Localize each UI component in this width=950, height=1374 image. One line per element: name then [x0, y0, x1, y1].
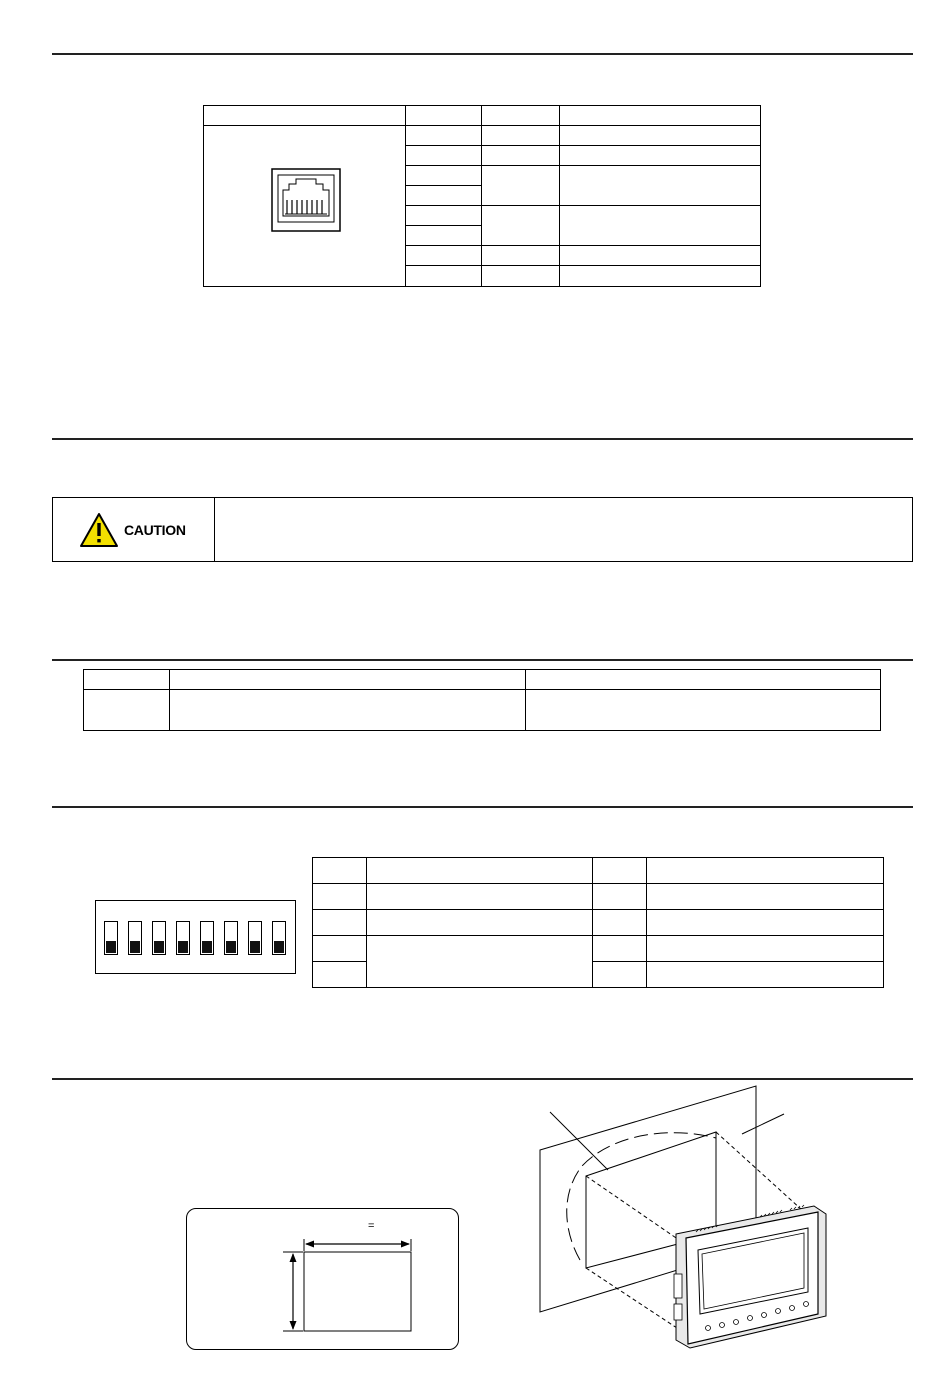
dip-switch-position	[128, 921, 142, 955]
table-cell	[366, 883, 593, 910]
table-cell	[646, 935, 884, 962]
section-rule-2	[52, 438, 913, 440]
pin-cell	[405, 245, 482, 266]
signal-cell	[481, 265, 560, 287]
table-cell	[366, 909, 593, 936]
table-cell	[312, 961, 367, 988]
rj45-port-icon	[271, 168, 341, 232]
table-cell	[525, 689, 881, 731]
table-cell	[83, 689, 170, 731]
description-cell	[559, 145, 761, 166]
table-header-cell	[83, 669, 170, 690]
section-rule-5	[52, 1078, 913, 1080]
table-cell	[312, 909, 367, 936]
section-rule-3	[52, 659, 913, 661]
width-equal-sign: =	[368, 1220, 375, 1232]
pin-cell	[405, 185, 482, 206]
dip-switch-position	[224, 921, 238, 955]
table-cell	[366, 935, 593, 988]
dip-switch-position	[104, 921, 118, 955]
table-cell	[646, 961, 884, 988]
table-cell	[312, 883, 367, 910]
table-header-cell	[592, 857, 647, 884]
caution-box	[52, 497, 913, 562]
table-header-cell	[559, 105, 761, 126]
table-header-cell	[312, 857, 367, 884]
table-header-cell	[481, 105, 560, 126]
signal-cell	[481, 125, 560, 146]
signal-cell	[481, 145, 560, 166]
panel-cutout-inset	[186, 1208, 459, 1350]
section-rule-4	[52, 806, 913, 808]
pin-cell	[405, 125, 482, 146]
dip-switch-position	[152, 921, 166, 955]
pin-cell	[405, 165, 482, 186]
pin-cell	[405, 205, 482, 226]
section-rule-1	[52, 53, 913, 55]
cutout-dimension-drawing	[187, 1209, 457, 1348]
table-cell	[592, 909, 647, 936]
dip-switch-position	[248, 921, 262, 955]
signal-cell	[481, 165, 560, 206]
table-header-cell	[169, 669, 526, 690]
table-cell	[592, 883, 647, 910]
panel-mounting-illustration	[520, 1082, 920, 1372]
caution-label: CAUTION	[124, 522, 186, 538]
dip-switch-position	[200, 921, 214, 955]
table-header-cell	[405, 105, 482, 126]
description-cell	[559, 125, 761, 146]
table-cell	[592, 961, 647, 988]
description-cell	[559, 205, 761, 246]
table-cell	[169, 689, 526, 731]
pin-cell	[405, 265, 482, 287]
dip-switch-position	[176, 921, 190, 955]
description-cell	[559, 165, 761, 206]
description-cell	[559, 245, 761, 266]
signal-cell	[481, 205, 560, 246]
table-cell	[312, 935, 367, 962]
table-header-cell	[525, 669, 881, 690]
table-header-cell	[646, 857, 884, 884]
signal-cell	[481, 245, 560, 266]
description-cell	[559, 265, 761, 287]
pin-cell	[405, 225, 482, 246]
table-cell	[592, 935, 647, 962]
caution-divider	[214, 498, 215, 561]
connector-image-cell	[203, 125, 406, 287]
pin-cell	[405, 145, 482, 166]
dip-switch	[95, 900, 296, 974]
table-header-cell	[366, 857, 593, 884]
table-header-cell	[203, 105, 406, 126]
dip-switch-position	[272, 921, 286, 955]
table-cell	[646, 883, 884, 910]
warning-triangle-icon	[79, 512, 119, 548]
table-cell	[646, 909, 884, 936]
